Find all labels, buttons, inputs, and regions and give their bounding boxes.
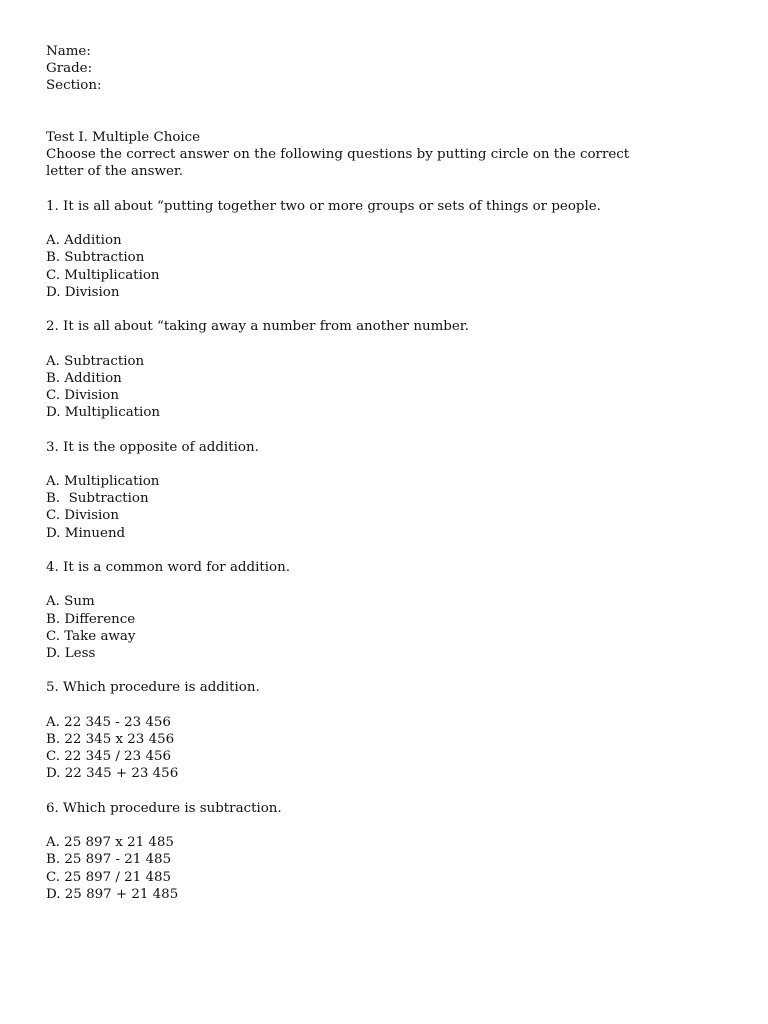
spacer [46,301,726,318]
question-2-option-a: A. Subtraction [46,353,145,369]
spacer [46,181,726,198]
question-6-option-d: D. 25 897 + 21 485 [46,886,179,902]
question-1-option-a: A. Addition [46,233,122,249]
spacer [46,542,726,559]
spacer [46,335,726,352]
question-1: 1. It is all about “putting together two or more groups or sets of things or people. [46,198,601,214]
question-5-option-b: B. 22 345 x 23 456 [46,731,175,747]
spacer [46,576,726,593]
spacer [46,112,726,129]
question-5-option-d: D. 22 345 + 23 456 [46,766,179,782]
question-1-option-d: D. Division [46,284,120,300]
section-label: Section: [46,78,102,94]
spacer [46,697,726,714]
question-4: 4. It is a common word for addition. [46,559,290,575]
grade-label: Grade: [46,61,93,77]
spacer [46,662,726,679]
spacer [46,421,726,438]
question-6-option-a: A. 25 897 x 21 485 [46,835,174,851]
name-label: Name: [46,44,91,59]
question-6-option-b: B. 25 897 - 21 485 [46,852,172,868]
spacer [46,783,726,800]
question-1-option-b: B. Subtraction [46,250,145,266]
question-2-option-c: C. Division [46,387,119,403]
question-2-option-d: D. Multiplication [46,405,161,421]
question-2: 2. It is all about “taking away a number from another number. [46,319,469,335]
question-2-option-b: B. Addition [46,370,122,386]
question-4-option-b: B. Difference [46,611,136,627]
spacer [46,95,726,112]
question-6: 6. Which procedure is subtraction. [46,800,282,816]
question-5: 5. Which procedure is addition. [46,680,260,696]
question-5-option-a: A. 22 345 - 23 456 [46,714,171,730]
test-instructions-line-2: letter of the answer. [46,164,184,180]
question-3-option-a: A. Multiplication [46,473,160,489]
question-4-option-d: D. Less [46,645,96,661]
question-5-option-c: C. 22 345 / 23 456 [46,749,172,765]
question-3-option-b: B. Subtraction [46,491,149,507]
question-4-option-a: A. Sum [46,594,95,610]
test-instructions-line-1: Choose the correct answer on the following questions by putting circle on the correct [46,147,630,163]
question-3-option-c: C. Division [46,508,119,524]
spacer [46,456,726,473]
test-title: Test I. Multiple Choice [46,129,201,145]
question-3: 3. It is the opposite of addition. [46,439,259,455]
question-4-option-c: C. Take away [46,628,136,644]
spacer [46,817,726,834]
question-1-option-c: C. Multiplication [46,267,160,283]
question-3-option-d: D. Minuend [46,525,126,541]
worksheet-content [46,43,726,903]
question-6-option-c: C. 25 897 / 21 485 [46,869,172,885]
spacer [46,215,726,232]
